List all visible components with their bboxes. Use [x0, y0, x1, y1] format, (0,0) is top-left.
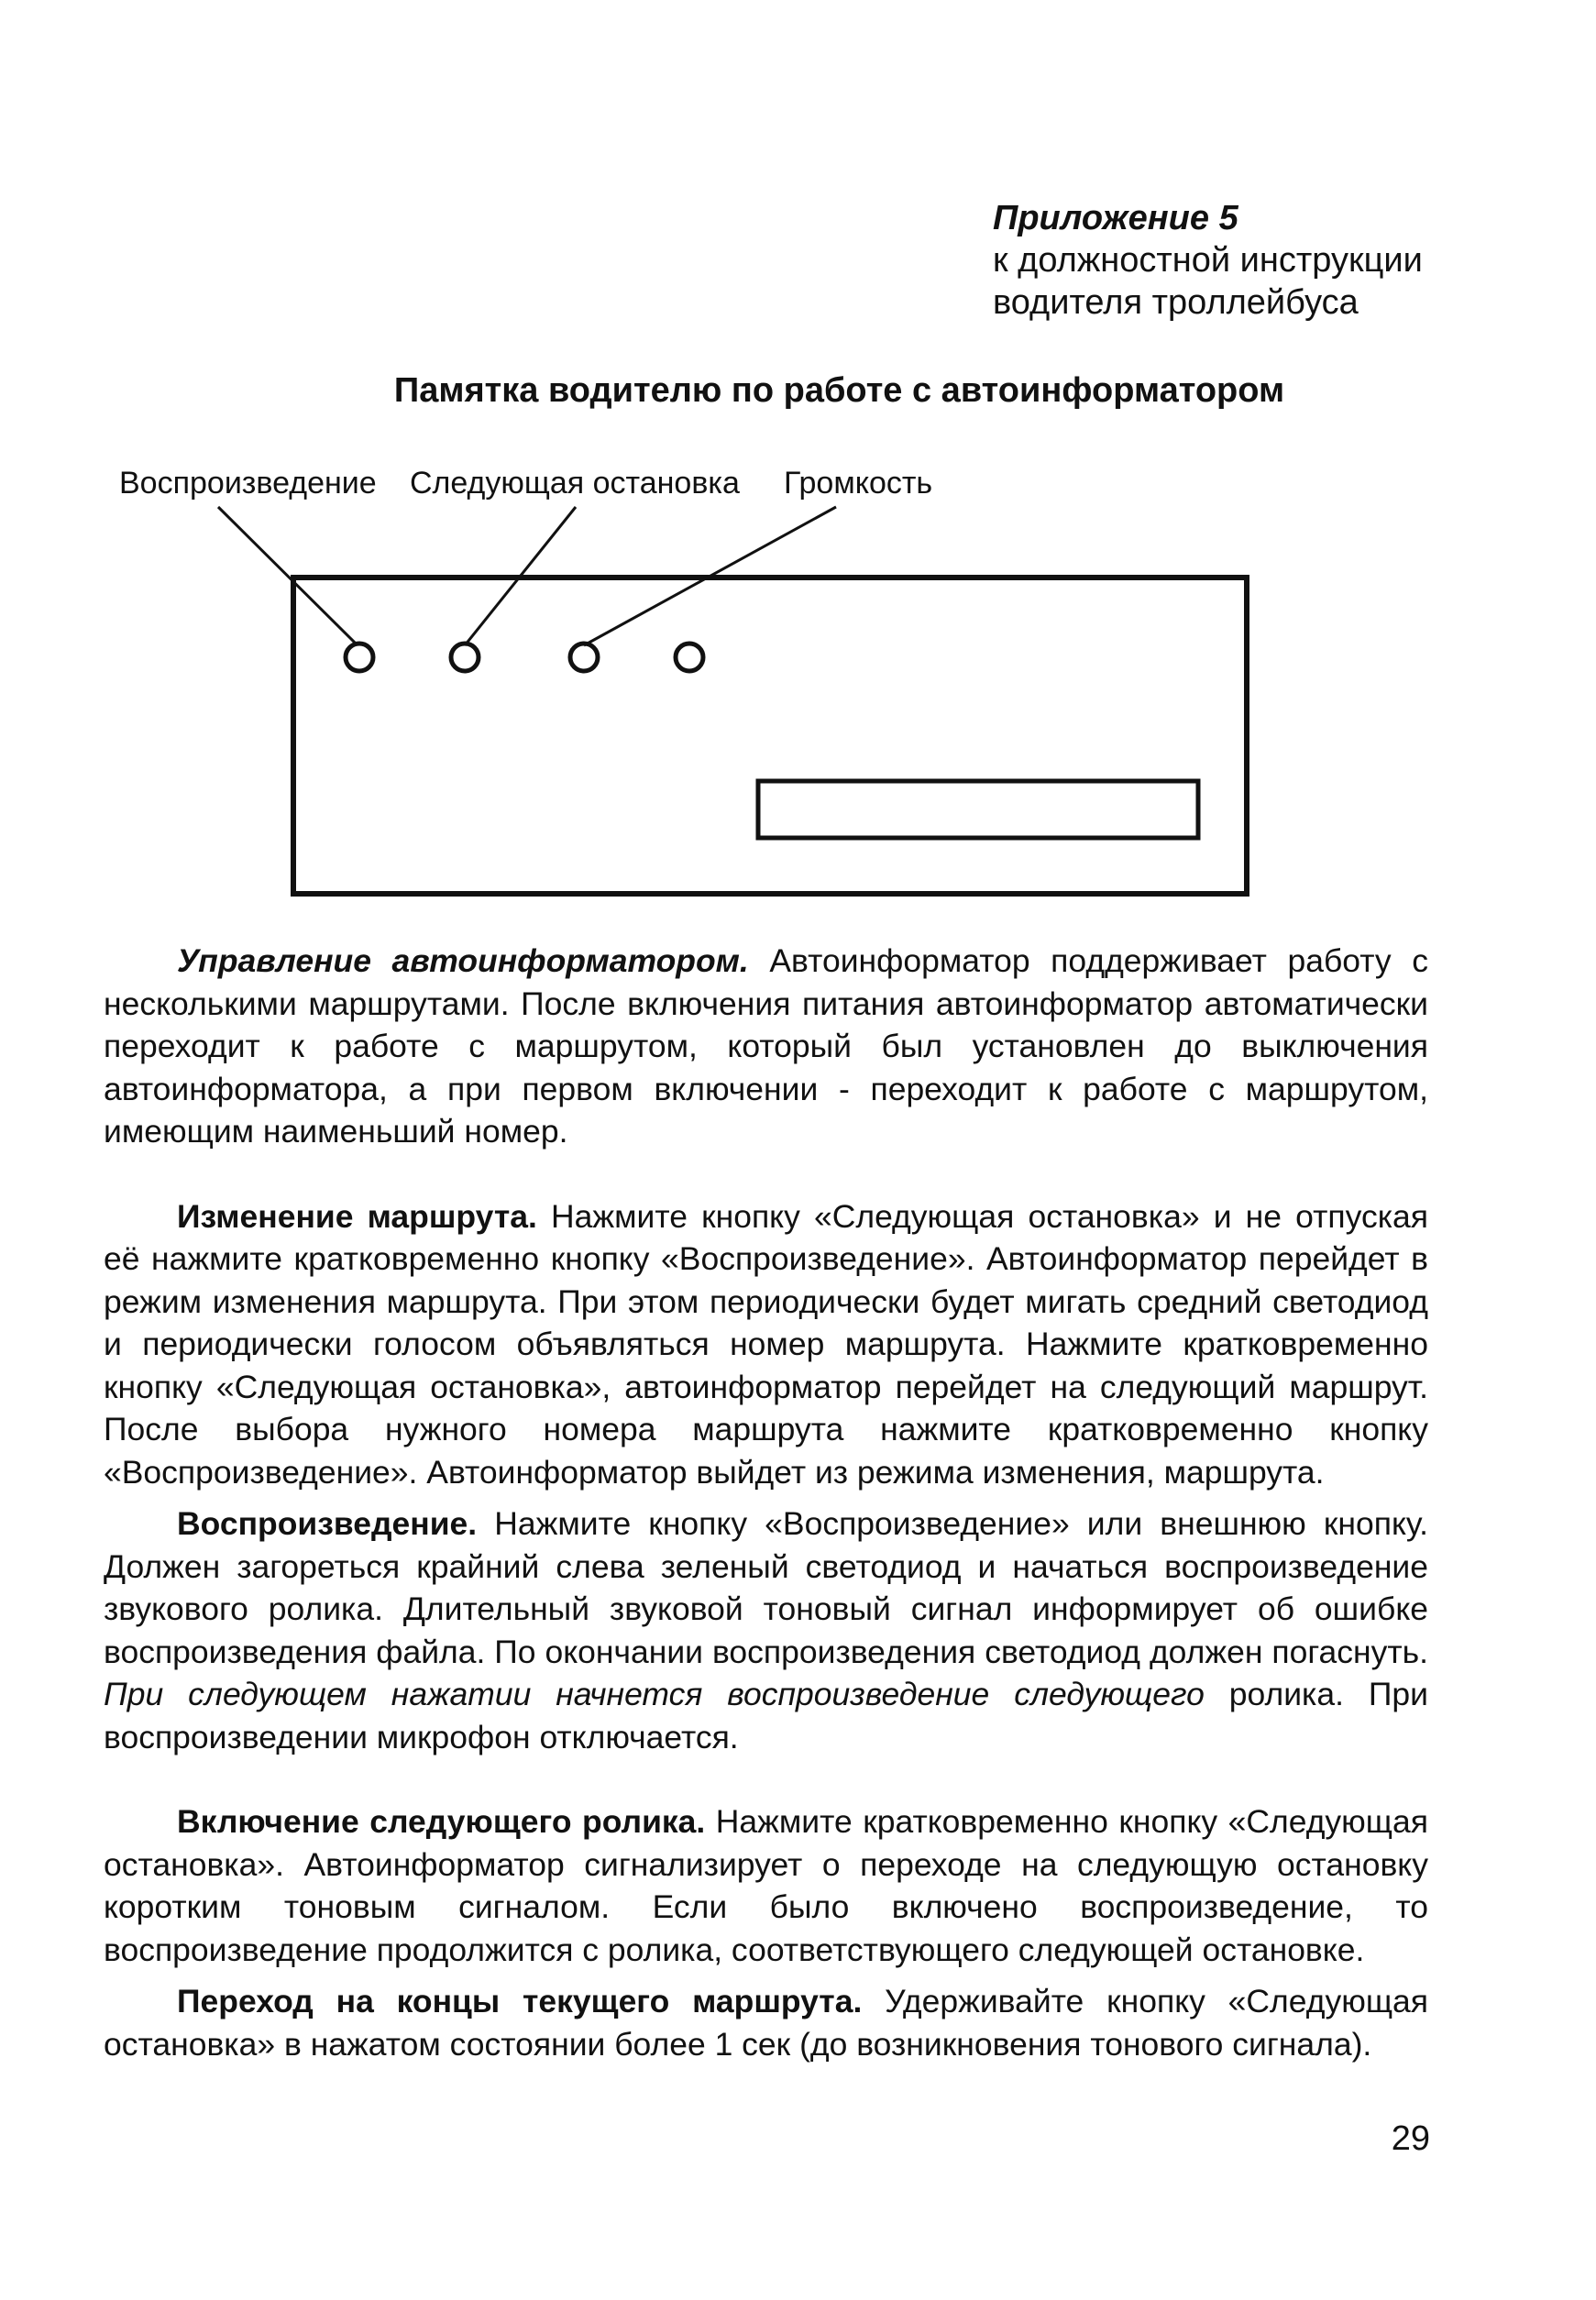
section-control-heading: Управление автоинформатором. [177, 942, 749, 979]
section-playback [104, 1502, 1428, 1758]
section-playback-italic: При следующем нажатии начнется воспроизведение следующего [104, 1676, 1205, 1712]
section-route-ends-heading: Переход на концы текущего маршрута. [177, 1983, 863, 2019]
device-display [758, 781, 1198, 838]
play-button-icon [346, 644, 373, 671]
section-route-change-heading: Изменение маршрута. [177, 1197, 537, 1235]
label-next-stop: Следующая остановка [410, 466, 740, 501]
section-route-change-text: Нажмите кнопку «Следующая остановка» и не отпуская её нажмите кратковременно кнопку «Воспроизведение». Автоинформатор перейдет в режим изменения маршрута. При этом периодически будет мигать средний светодиод и периодически голосом объявляться номер маршрута. Нажмите кратковременно кнопку «Следующая остановка», автоинформатор перейдет на следующий маршрут. После выбора нужного номера маршрута нажмите кратковременно кнопку «Воспроизведение». Автоинформатор выйдет из режима изменения, маршрута. [104, 1197, 1428, 1491]
section-playback-tail: ролика. При воспроизведении микрофон отключается. [104, 1676, 1429, 1755]
next-stop-button-icon [451, 644, 479, 671]
appendix-header [993, 197, 1543, 324]
section-control-text: Автоинформатор поддерживает работу с несколькими маршрутами. После включения питания автоинформатор автоматически переходит к работе с маршрутом, который был установлен до выключения автоинформатора, а при первом включении - переходит к работе с маршрутом, имеющим наименьший номер. [104, 942, 1428, 1150]
leader-line-play [218, 507, 356, 644]
instructions-body [104, 940, 1428, 2065]
leader-line-volume [584, 507, 836, 645]
label-volume: Громкость [784, 466, 933, 501]
section-next-clip-text: Нажмите кратковременно кнопку «Следующая остановка». Автоинформатор сигнализирует о переходе на следующую остановку коротким тоновым сигналом. Если было включено воспроизведение, то воспроизведение продолжится с ролика, соответствующего следующей остановке. [104, 1803, 1428, 1968]
section-route-ends-text: Удерживайте кнопку «Следующая остановка» в нажатом состоянии более 1 сек (до возникновения тонового сигнала). [104, 1983, 1428, 2063]
appendix-title: Приложение 5 [993, 199, 1238, 237]
section-playback-heading: Воспроизведение. [177, 1505, 478, 1542]
device-body [293, 578, 1247, 894]
volume-knob-icon [570, 644, 598, 671]
section-next-clip-heading: Включение следующего ролика. [177, 1803, 706, 1840]
led-icon [676, 644, 703, 671]
section-playback-text: Нажмите кнопку «Воспроизведение» или внешнюю кнопку. Должен загореться крайний слева зеленый светодиод и начаться воспроизведение звукового ролика. Длительный звуковой тоновый сигнал информирует об ошибке воспроизведения файла. По окончании воспроизведения светодиод должен погаснуть. [104, 1505, 1428, 1670]
section-control [104, 940, 1428, 1153]
section-route-change [104, 1195, 1428, 1494]
appendix-line-2: водителя троллейбуса [993, 283, 1359, 322]
section-next-clip [104, 1800, 1428, 1971]
section-route-ends [104, 1980, 1428, 2065]
memo-title: Памятка водителю по работе с автоинформатором [393, 371, 1285, 410]
page-number: 29 [1391, 2119, 1430, 2158]
device-diagram [0, 0, 1596, 917]
leader-line-next-stop [465, 507, 576, 645]
appendix-line-1: к должностной инструкции [993, 241, 1423, 280]
label-play: Воспроизведение [119, 466, 377, 501]
